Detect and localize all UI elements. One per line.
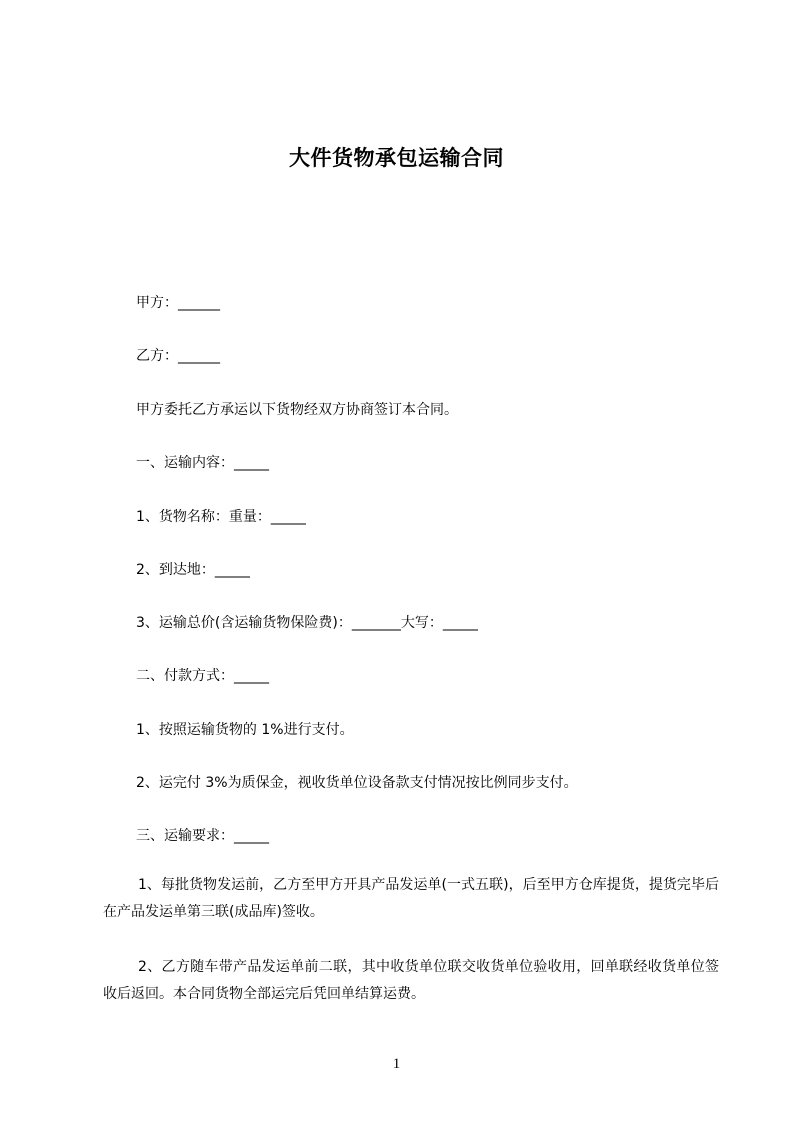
item-2-1: 1、按照运输货物的 1%进行支付。: [136, 722, 354, 738]
item-1-3: 3、运输总价(含运输货物保险费)：_______大写：_____: [136, 615, 478, 631]
item-2-2: 2、运完付 3%为质保金，视收货单位设备款支付情况按比例同步支付。: [136, 775, 578, 791]
item-1-1: 1、货物名称：重量：_____: [136, 509, 306, 525]
section-3-heading: 三、运输要求：_____: [136, 828, 269, 844]
page-number: 1: [392, 1056, 401, 1072]
intro-paragraph: 甲方委托乙方承运以下货物经双方协商签订本合同。: [136, 402, 458, 418]
item-3-2: 2、乙方随车带产品发运单前二联，其中收货单位联交收货单位验收用，回单联经收货单位签收后返回。本合同货物全部运完后凭回单结算运费。: [103, 959, 719, 1002]
party-b-line: 乙方：______: [136, 348, 220, 364]
item-1-2: 2、到达地：_____: [136, 562, 250, 578]
item-3-1: 1、每批货物发运前，乙方至甲方开具产品发运单(一式五联)，后至甲方仓库提货，提货完毕后在产品发运单第三联(成品库)签收。: [103, 877, 719, 920]
section-1-heading: 一、运输内容：_____: [136, 455, 269, 471]
party-a-line: 甲方：______: [136, 295, 220, 311]
document-title: 大件货物承包运输合同: [289, 146, 504, 170]
section-2-heading: 二、付款方式：_____: [136, 668, 269, 684]
